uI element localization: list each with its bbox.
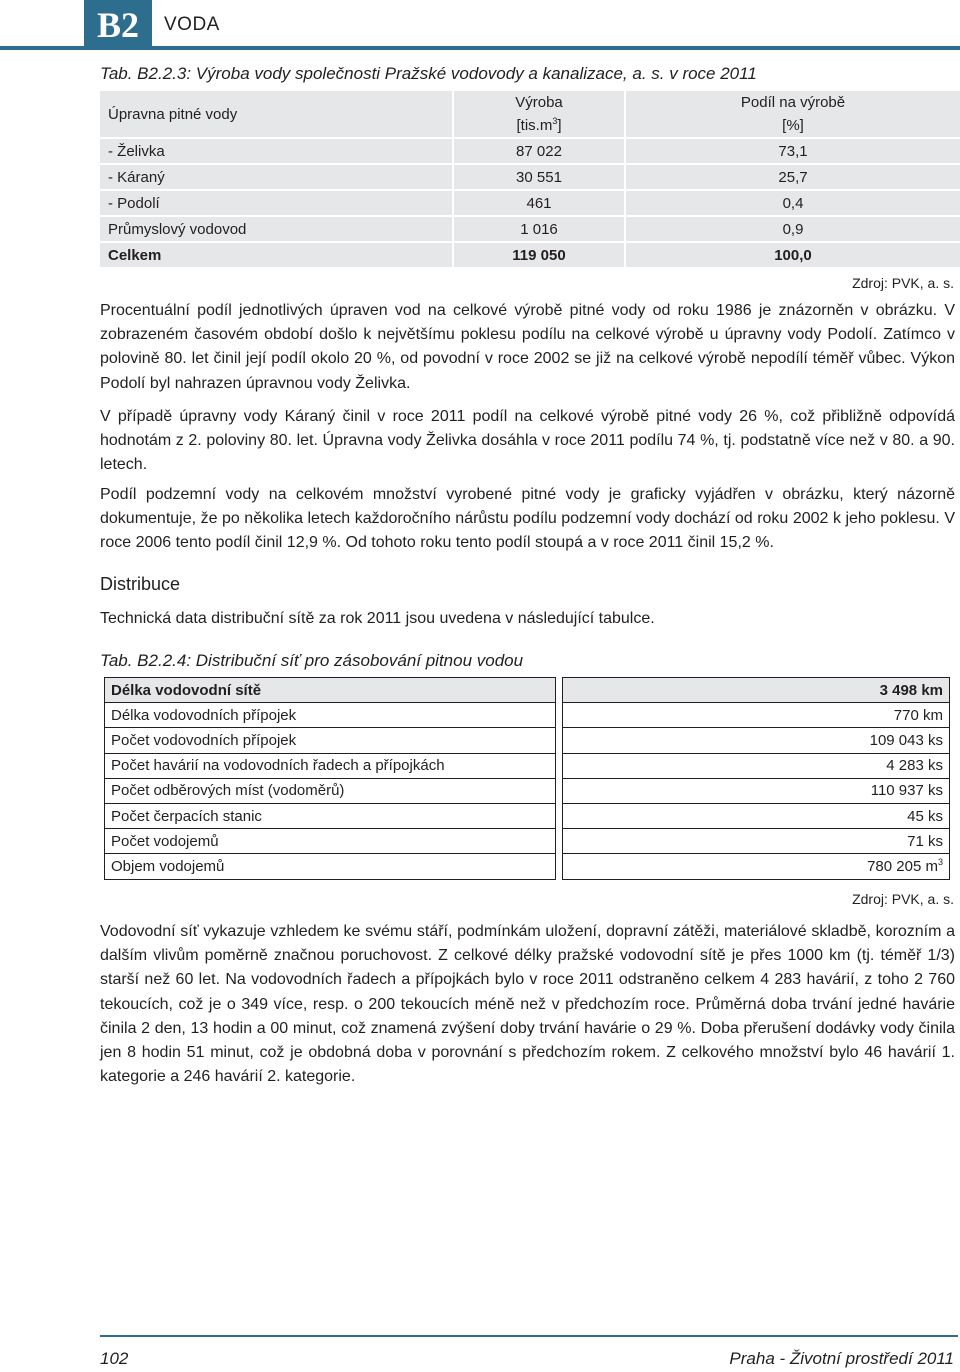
paragraph-4: Technická data distribuční sítě za rok 2011 jsou uvedena v následující tabulce. xyxy=(100,610,655,627)
paragraph-2: V případě úpravny vody Káraný činil v roce 2011 podíl na celkové výrobě pitné vody 26 %, což přibližně odpovídá hodnotám z 2. poloviny 80. let. Úpravna vody Želivka dosáhla v roce 2011 podílu 74 %, tj. podstatně více než v 80. a 90. letech. xyxy=(100,408,955,474)
table2-caption: Tab. B2.2.4: Distribuční síť pro zásobování pitnou vodou xyxy=(100,651,524,670)
table1-source: Zdroj: PVK, a. s. xyxy=(852,275,954,291)
cell-value: 780 205 $m^3$ xyxy=(563,854,950,879)
table-row xyxy=(105,728,950,753)
header-production xyxy=(454,91,624,137)
cell-value: 45 ks xyxy=(563,803,950,828)
cell-label: Délka vodovodních přípojek xyxy=(105,703,556,728)
publication-title: Praha - Životní prostředí 2011 xyxy=(729,1349,954,1368)
cell-share: 73,1 xyxy=(626,139,960,163)
header-share-title: Podíl na výrobě xyxy=(740,94,846,111)
table-row xyxy=(105,678,950,703)
table1-caption-text: Výroba vody společnosti Pražské vodovody a kanalizace, a. s. v roce 2011 xyxy=(195,64,757,83)
header-share xyxy=(626,91,960,137)
cell-production: 1 016 xyxy=(454,217,624,241)
cell-value: 71 ks xyxy=(563,829,950,854)
table-row xyxy=(105,854,950,879)
cell-label: Počet čerpacích stanic xyxy=(105,803,556,828)
cell-share: 25,7 xyxy=(626,165,960,189)
cell-production: 119 050 xyxy=(454,243,624,267)
table-row xyxy=(105,778,950,803)
table-header-row xyxy=(100,91,960,137)
paragraph-3: Podíl podzemní vody na celkovém množství vyrobené pitné vody je graficky vyjádřen v obrázku, který názorně dokumentuje, že po několika letech každoročního nárůstu podílu podzemní vody dochází od roku 2002 k jeho poklesu. V roce 2006 tento podíl činil 12,9 %. Od tohoto roku tento podíl stoupá a v roce 2011 činil 15,2 %. xyxy=(100,486,955,552)
header-plant: Úpravna pitné vody xyxy=(100,91,452,137)
footer-rule xyxy=(100,1335,958,1337)
table-row xyxy=(105,803,950,828)
cell-label: Počet vodovodních přípojek xyxy=(105,728,556,753)
paragraph-5: Vodovodní síť vykazuje vzhledem ke svému stáří, podmínkám uložení, dopravní zátěži, materiálové skladbě, korozním a dalším vlivům poměrně značnou poruchovost. Z celkové délky pražské vodovodní sítě je přes 1000 km (tj. téměř 1/3) starší než 60 let. Na vodovodních řadech a přípojkách bylo v roce 2011 odstraněno celkem 4 283 havárií, z toho 2 760 tekoucích, což je o 349 více, resp. o 200 tekoucích méně než v předchozím roce. Průměrná doba trvání jedné havárie činila 2 den, 13 hodin a 00 minut, což znamená zvýšení doby trvání havárie o 29 %. Doba přerušení dodávky vody činila jen 8 hodin 51 minut, což je obdobná doba v porovnání s předchozím rokem. Z celkového množství bylo 46 havárií 1. kategorie a 246 havárií 2. kategorie. xyxy=(100,923,955,1086)
cell-label: Počet odběrových míst (vodoměrů) xyxy=(105,778,556,803)
cell-label: Počet havárií na vodovodních řadech a přípojkách xyxy=(105,753,556,778)
page-number: 102 xyxy=(100,1349,129,1368)
table1-caption-number: Tab. B2.2.3: xyxy=(100,64,192,83)
cell-value: 109 043 ks xyxy=(563,728,950,753)
cell-plant: Průmyslový vodovod xyxy=(100,217,452,241)
cell-label: Počet vodojemů xyxy=(105,829,556,854)
cell-production: 30 551 xyxy=(454,165,624,189)
header-production-title: Výroba xyxy=(515,94,563,111)
section-name: VODA xyxy=(164,14,220,35)
page-header xyxy=(0,0,960,48)
table-row xyxy=(105,829,950,854)
table-row xyxy=(105,753,950,778)
table-row xyxy=(100,191,960,215)
cell-value: 110 937 ks xyxy=(563,778,950,803)
cell-production: 461 xyxy=(454,191,624,215)
cell-plant: Celkem xyxy=(100,243,452,267)
cell-value: 4 283 ks xyxy=(563,753,950,778)
cell-share: 0,9 xyxy=(626,217,960,241)
paragraph-1: Procentuální podíl jednotlivých úpraven vod na celkové výrobě pitné vody od roku 1986 je znázorněn v obrázku. V zobrazeném časovém období došlo k největšímu poklesu podílu na celkové výrobě u úpravny vody Podolí. Zatímco v polovině 80. let činil její podíl okolo 20 %, od povodní v roce 2002 se již na celkové výrobě nepodílí téměř vůbec. Výkon Podolí byl nahrazen úpravnou vody Želivka. xyxy=(100,302,955,392)
cell-label: Délka vodovodní sítě xyxy=(105,678,556,703)
production-table xyxy=(100,89,960,269)
table-row xyxy=(105,703,950,728)
cell-value: 3 498 km xyxy=(563,678,950,703)
distribuce-heading: Distribuce xyxy=(100,574,181,594)
cell-plant: - Káraný xyxy=(100,165,452,189)
cell-production: 87 022 xyxy=(454,139,624,163)
table-row xyxy=(100,165,960,189)
cell-share: 100,0 xyxy=(626,243,960,267)
cell-plant: - Podolí xyxy=(100,191,452,215)
table-row xyxy=(100,139,960,163)
cell-share: 0,4 xyxy=(626,191,960,215)
cell-value: 770 km xyxy=(563,703,950,728)
cell-label: Objem vodojemů xyxy=(105,854,556,879)
cell-plant: - Želivka xyxy=(100,139,452,163)
header-production-unit: $[tis.m^3]$ xyxy=(516,116,562,134)
table2-source: Zdroj: PVK, a. s. xyxy=(852,891,954,907)
chapter-badge: B2 xyxy=(84,0,152,50)
table-total-row xyxy=(100,243,960,267)
distribution-table xyxy=(104,677,950,880)
header-share-unit: [%] xyxy=(782,117,804,134)
table1-caption xyxy=(100,64,757,84)
table-row xyxy=(100,217,960,241)
